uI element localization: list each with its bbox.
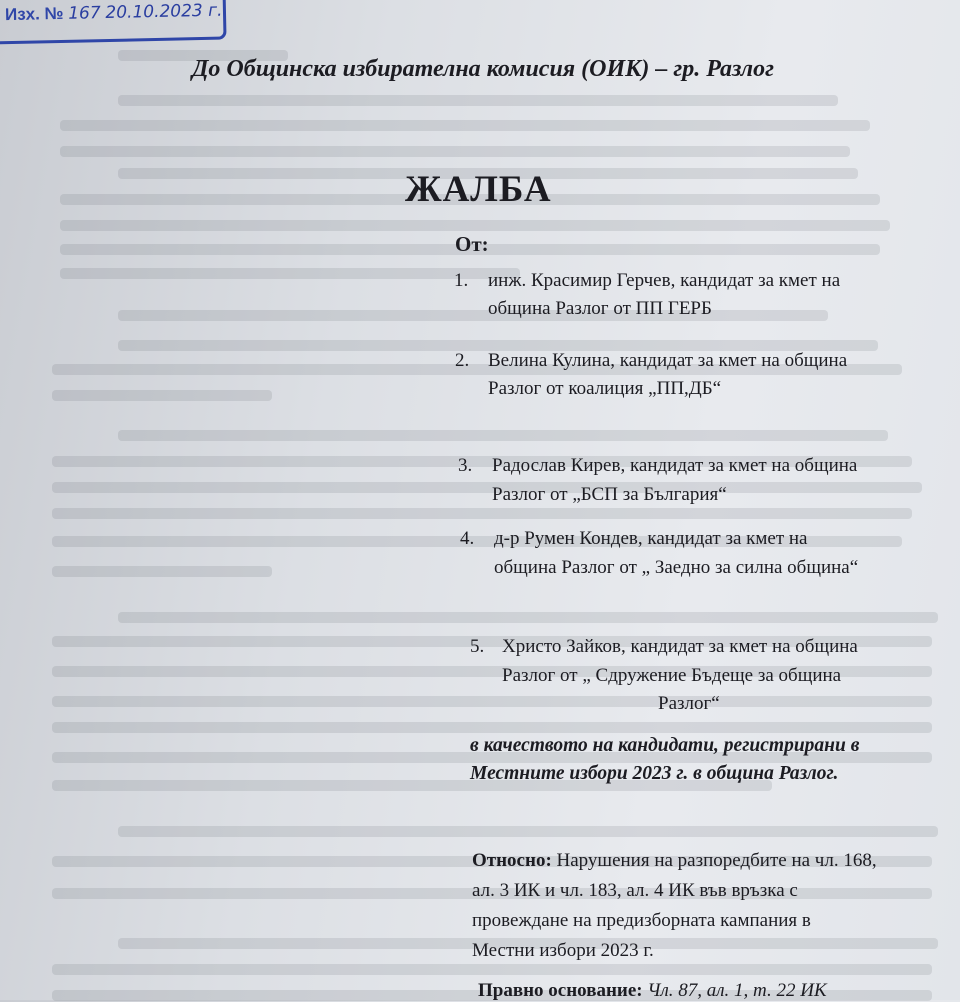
list-item-line: д-р Румен Кондев, кандидат за кмет на: [494, 528, 808, 549]
regarding-line: провеждане на предизборната кампания в: [472, 910, 811, 931]
regarding-text: Нарушения на разпоредбите на чл. 168,: [556, 850, 877, 871]
addressee-heading: До Общинска избирателна комисия (ОИК) – гр. Разлог: [192, 56, 774, 82]
regarding-line: Местни избори 2023 г.: [472, 940, 654, 961]
legal-basis-value: Чл. 87, ал. 1, т. 22 ИК: [647, 980, 827, 1001]
regarding-label: Относно:: [472, 850, 552, 871]
regarding-line: ал. 3 ИК и чл. 183, ал. 4 ИК във връзка с: [472, 880, 798, 901]
list-item-number: 4.: [460, 528, 475, 549]
list-item-line: Разлог от „ Сдружение Бъдеще за община: [502, 665, 842, 686]
list-item-line: Радослав Кирев, кандидат за кмет на община: [492, 455, 858, 476]
from-label: От:: [455, 232, 489, 256]
regarding-line: [472, 850, 877, 872]
stamp-prefix: Изх. №: [4, 3, 64, 25]
list-item-line: община Разлог от ПП ГЕРБ: [488, 298, 712, 319]
capacity-line-1: в качеството на кандидати, регистрирани в: [470, 735, 860, 756]
list-item-line: Разлог“: [658, 693, 720, 714]
legal-basis-line: [478, 980, 827, 1002]
list-item-number: 2.: [455, 350, 470, 371]
list-item-line: Разлог от коалиция „ПП,ДБ“: [488, 378, 722, 399]
registry-stamp: [0, 0, 227, 44]
list-item-number: 1.: [454, 270, 469, 291]
list-item-number: 5.: [470, 636, 485, 657]
stamp-date: 20.10.2023 г.: [105, 0, 223, 24]
list-item-line: Разлог от „БСП за България“: [492, 484, 727, 505]
legal-basis-label: Правно основание:: [478, 980, 643, 1001]
list-item-line: Велина Кулина, кандидат за кмет на община: [488, 350, 848, 371]
list-item-number: 3.: [458, 455, 473, 476]
stamp-number: 167: [68, 3, 101, 24]
list-item-line: Христо Зайков, кандидат за кмет на община: [502, 636, 858, 657]
document-title: ЖАЛБА: [405, 169, 552, 210]
list-item-line: инж. Красимир Герчев, кандидат за кмет на: [488, 270, 841, 291]
capacity-line-2: Местните избори 2023 г. в община Разлог.: [470, 763, 839, 784]
list-item-line: община Разлог от „ Заедно за силна община“: [494, 557, 859, 578]
